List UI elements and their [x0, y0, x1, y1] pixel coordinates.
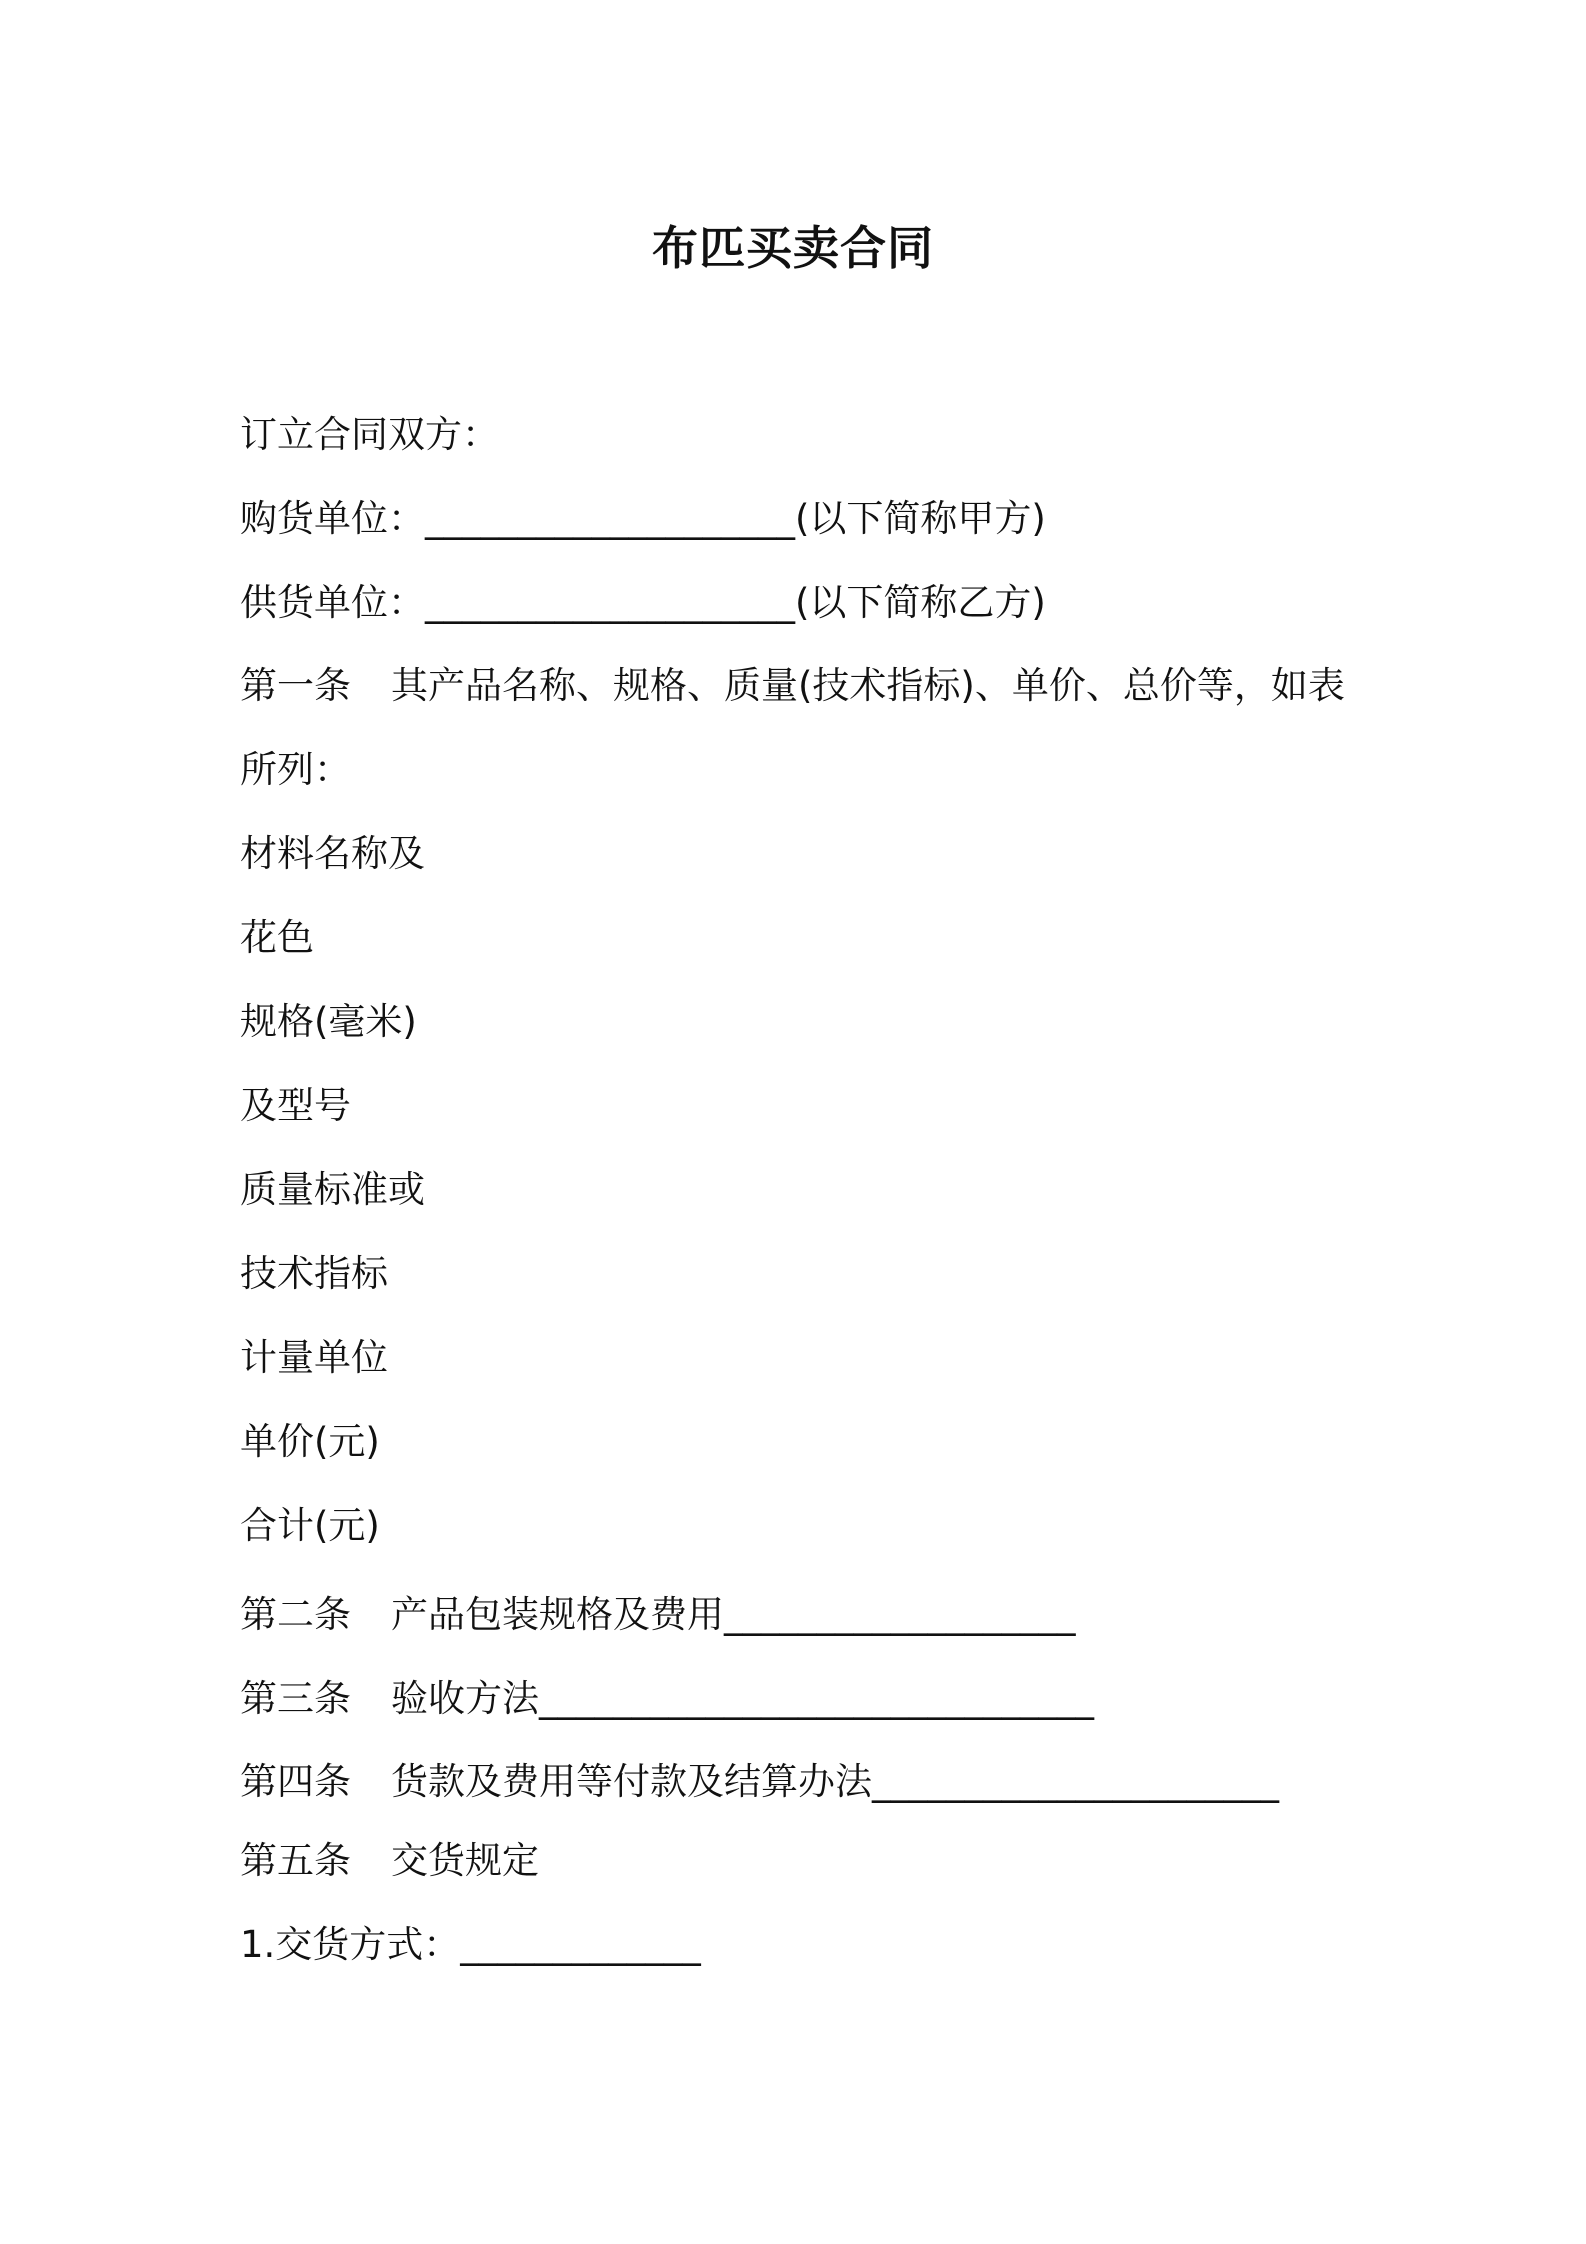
article-1-continuation: 所列：: [240, 748, 351, 791]
article-2-line: [240, 1590, 1076, 1640]
delivery-method-line: 1.交货方式：_____________: [240, 1923, 701, 1966]
seller-line: 供货单位：____________________(以下简称乙方): [240, 581, 1046, 624]
table-field: 材料名称及: [240, 832, 425, 875]
article-3-label: 第三条: [240, 1677, 351, 1720]
table-field: 合计(元): [240, 1504, 380, 1547]
article-4-text: 货款及费用等付款及结算办法______________________: [391, 1760, 1279, 1803]
buyer-line: 购货单位：____________________(以下简称甲方): [240, 497, 1046, 540]
article-5-label: 第五条: [240, 1839, 351, 1882]
document-title: 布匹买卖合同: [652, 221, 934, 275]
article-1-text: 其产品名称、规格、质量(技术指标)、单价、总价等，如表: [391, 664, 1345, 707]
article-3-line: [240, 1674, 1094, 1724]
table-field: 技术指标: [240, 1252, 388, 1295]
article-4-line: [240, 1757, 1279, 1807]
article-1-line: [240, 661, 1345, 711]
parties-heading: 订立合同双方：: [240, 413, 499, 456]
article-5-line: [240, 1836, 539, 1886]
article-5-text: 交货规定: [391, 1839, 539, 1882]
article-1-label: 第一条: [240, 664, 351, 707]
table-field: 单价(元): [240, 1420, 380, 1463]
article-3-text: 验收方法______________________________: [391, 1677, 1094, 1720]
table-field: 及型号: [240, 1084, 351, 1127]
article-2-text: 产品包装规格及费用___________________: [391, 1593, 1076, 1636]
table-field: 花色: [240, 916, 314, 959]
article-4-label: 第四条: [240, 1760, 351, 1803]
table-field: 规格(毫米): [240, 1000, 417, 1043]
article-2-label: 第二条: [240, 1593, 351, 1636]
table-field: 计量单位: [240, 1336, 388, 1379]
table-field: 质量标准或: [240, 1168, 425, 1211]
